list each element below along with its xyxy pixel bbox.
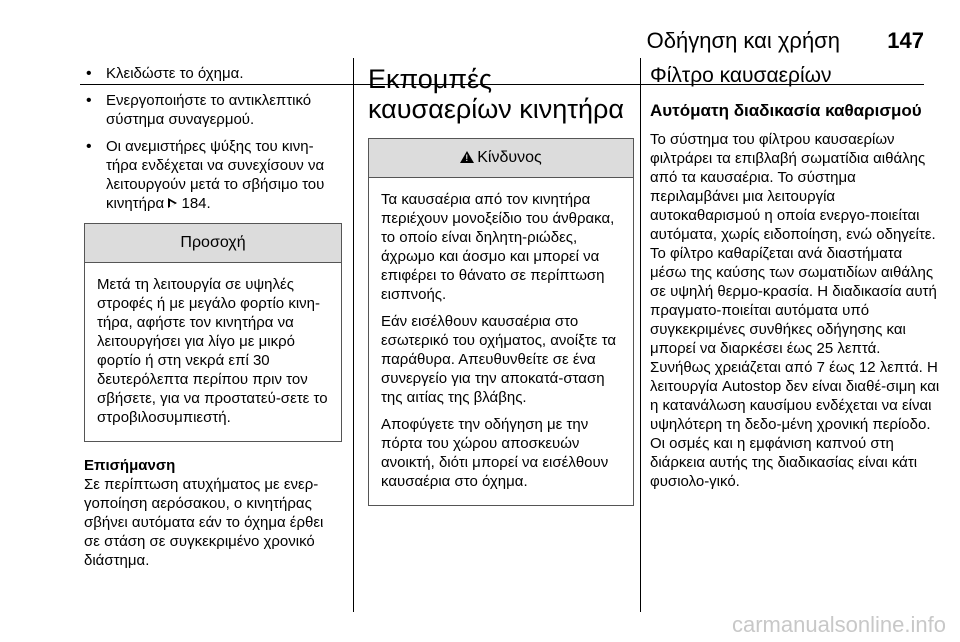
column-left [84,64,342,570]
danger-paragraph: Τα καυσαέρια από τον κινητήρα περιέχουν μονοξείδιο του άνθρακα, το οποίο είναι δηλητη-ριώδες, άχρωμο και άοσμο και μπορεί να επιφέρει το θάνατο σε περίπτωση εισπνοής. [381,191,615,303]
danger-paragraph: Αποφύγετε την οδήγηση με την πόρτα του χώρου αποσκευών ανοικτή, διότι μπορεί να εισέλθουν καυσαέρια στο όχημα. [381,416,609,490]
bullet-item: • Κλειδώστε το όχημα. [84,64,342,83]
danger-box [368,138,634,506]
note-title: Επισήμανση [84,457,176,474]
caution-text: Μετά τη λειτουργία σε υψηλές στροφές ή με μεγάλο φορτίο κινη-τήρα, αφήστε τον κινητήρα να λειτουργήσει για λίγο με μικρό φορτίο ή στη νεκρά επί 30 δευτερόλεπτα περίπου πριν τον σβήσετε, για να προστατεύ-σετε το στροβιλοσυμπιεστή. [97,276,328,426]
caution-box [84,223,342,442]
watermark: carmanualsonline.info [731,612,946,637]
column-right [650,64,940,491]
warning-triangle-icon [460,151,474,163]
header-title: Οδήγηση και χρήση [646,28,840,53]
bullet-list [84,64,342,213]
subheading-cleaning: Αυτόματη διαδικασία καθαρισμού [650,101,922,120]
page-reference[interactable]: 184. [181,195,211,212]
section-heading-filter: Φίλτρο καυσαερίων [650,64,832,87]
column-divider-2 [640,58,641,612]
note-text: Σε περίπτωση ατυχήματος με ενερ-γοποίηση αερόσακου, ο κινητήρας σβήνει αυτόματα εάν το όχημα έρθει σε στάση σε συγκεκριμένο χρονικό διάστημα. [84,476,324,569]
danger-body [369,178,633,505]
bullet-item: • Ενεργοποιήστε το αντικλεπτικό σύστημα συναγερμού. [84,91,342,129]
page-number: 147 [887,28,924,53]
page-reference-icon [168,198,177,209]
column-divider-1 [353,58,354,612]
danger-paragraph: Εάν εισέλθουν καυσαέρια στο εσωτερικό του οχήματος, ανοίξτε τα παράθυρα. Απευθυνθείτε σε ένα συνεργείο για την αποκατά-σταση της αιτίας της βλάβης. [381,313,616,406]
caution-title: Προσοχή [85,224,341,263]
bullet-item: • Οι ανεμιστήρες ψύξης του κινη-τήρα ενδέχεται να συνεχίσουν να λειτουργούν μετά το σβήσιμο του κινητήρα 184. [84,137,342,213]
column-middle [368,64,634,506]
caution-body [85,263,341,441]
danger-title: Κίνδυνος [477,149,542,166]
section-heading-emissions: Εκπομπές καυσαερίων κινητήρα [368,64,624,124]
filter-body-text: Το σύστημα του φίλτρου καυσαερίων φιλτράρει τα επιβλαβή σωματίδια αιθάλης από τα καυσαέρια. Το σύστημα περιλαμβάνει μια λειτουργία αυτοκαθαρισμού η οποία ενεργο-ποιείται αυτόματα, χωρίς ειδοποίηση, ενώ οδηγείτε. Το φίλτρο καθαρίζεται ανά διαστήματα μέσω της καύσης των σωματιδίων αιθάλης σε υψηλή θερμο-κρασία. Η διαδικασία αυτή πραγματο-ποιείται αυτόματα υπό συγκεκριμένες συνθήκες οδήγησης και μπορεί να διαρκέσει έως 25 λεπτά. Συνήθως χρειάζεται από 7 έως 12 λεπτά. Η λειτουργία Autostop δεν είναι διαθέ-σιμη και η κατανάλωση καυσίμου ενδέχεται να είναι υψηλότερη τη δεδο-μένη χρονική περίοδο. Οι οσμές και η εμφάνιση καπνού στη διάρκεια αυτής της διαδικασίας είναι κάτι φυσιολο-γικό. [650,131,940,490]
danger-header [369,139,633,178]
page-header [0,28,960,58]
